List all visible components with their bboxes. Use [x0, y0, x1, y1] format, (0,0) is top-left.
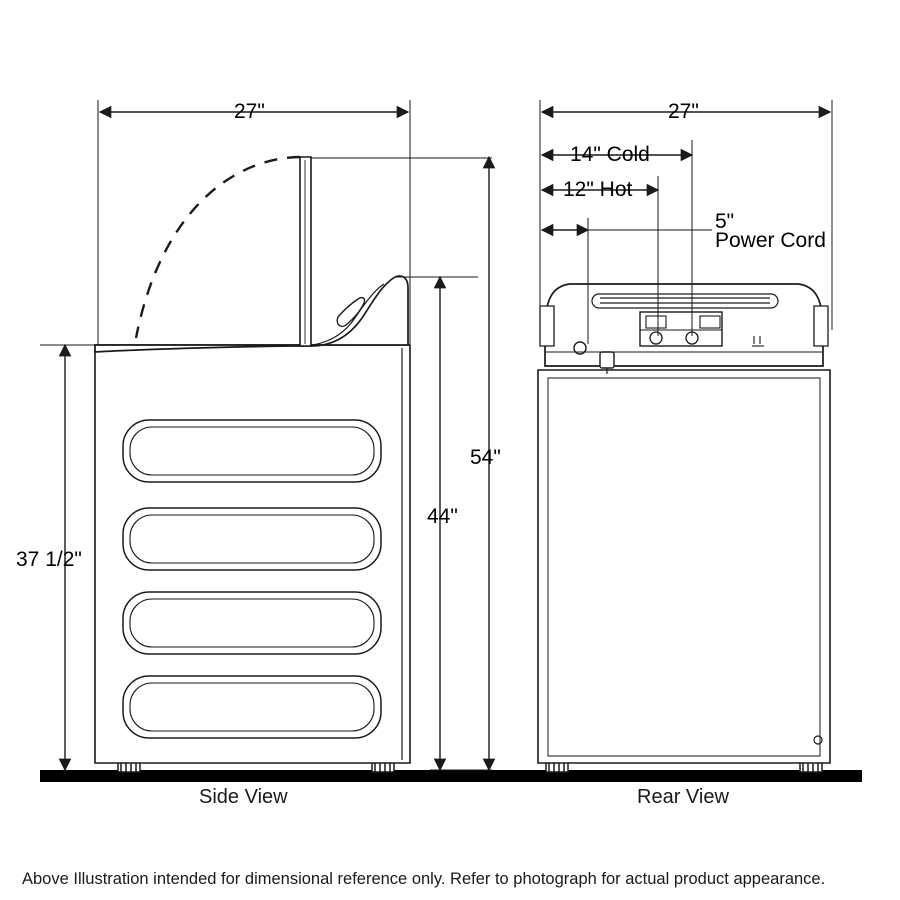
figure-footnote: Above Illustration intended for dimensional reference only. Refer to photograph for actual product appearance.	[22, 870, 826, 888]
side-view-group	[95, 157, 410, 772]
rear-view-inlet-block	[640, 312, 722, 346]
rear-view-title: Rear View	[637, 786, 729, 808]
side-cabinet-height-label: 37 1/2"	[16, 548, 82, 571]
rear-view-cabinet	[538, 370, 830, 763]
floor-line	[40, 770, 862, 782]
rear-width-label: 27"	[668, 100, 699, 123]
power-cord-text-label: Power Cord	[715, 229, 826, 252]
power-cord-value-label: 5"	[715, 210, 735, 233]
rear-view-left-tab	[540, 306, 554, 346]
side-width-label: 27"	[234, 100, 265, 123]
lid-swing-arc	[136, 157, 300, 338]
side-view-title: Side View	[199, 786, 288, 808]
side-body-height-label: 44"	[427, 505, 458, 528]
side-total-height-label: 54"	[470, 446, 501, 469]
rear-view-group	[538, 284, 830, 772]
rear-view-vent-grille	[592, 294, 778, 308]
rear-view-right-tab	[814, 306, 828, 346]
side-view-open-lid	[300, 157, 311, 346]
hot-inlet-label: 12" Hot	[563, 178, 633, 201]
cold-inlet-label: 14" Cold	[570, 143, 650, 166]
